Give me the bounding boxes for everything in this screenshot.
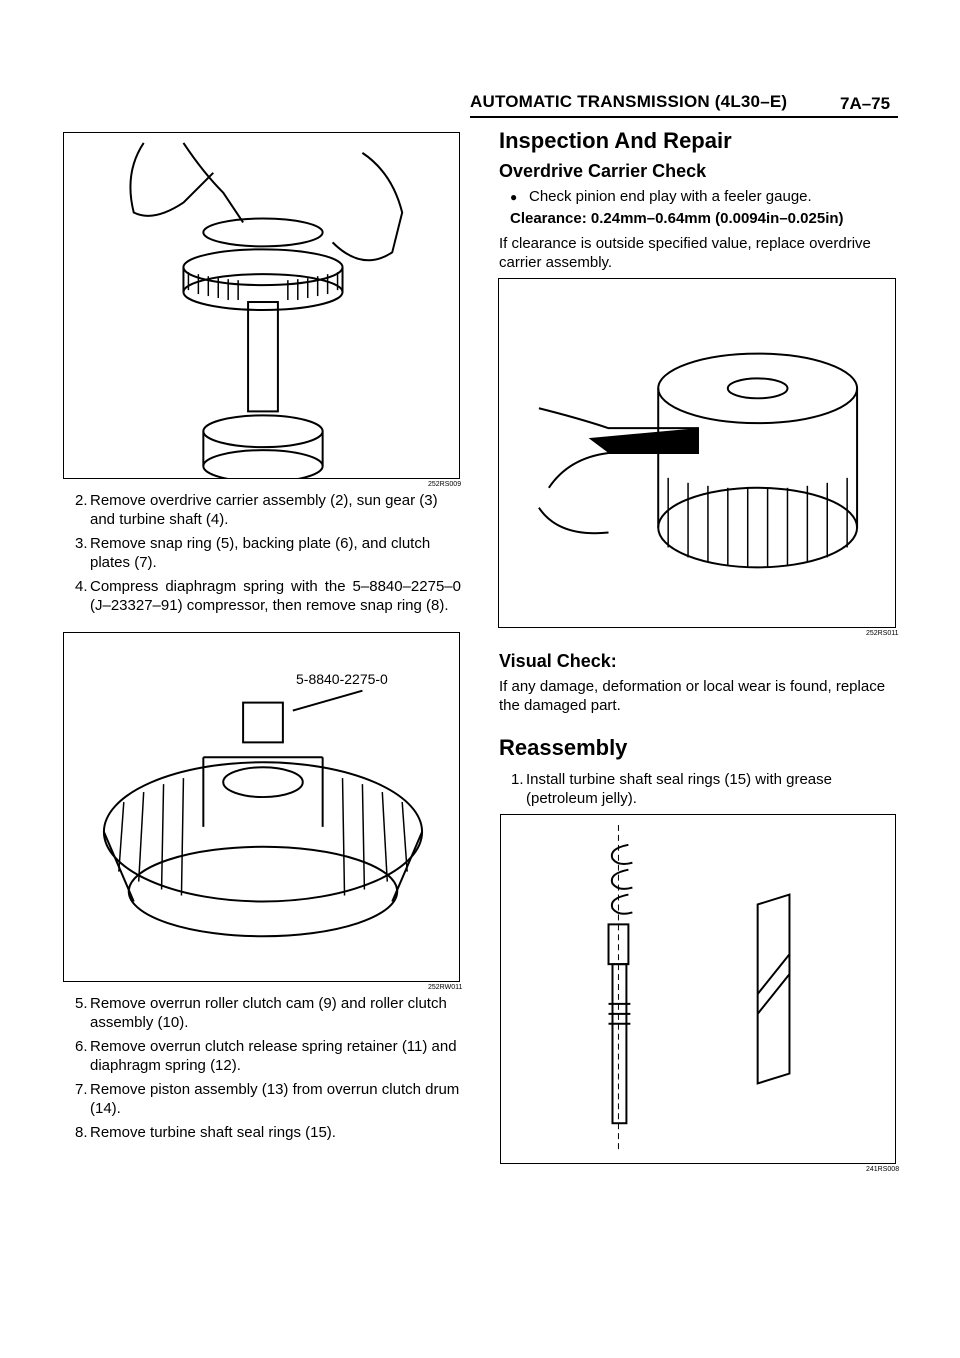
step-text: Compress diaphragm spring with the 5–8840–2275–0 (J–23327–91) compressor, then remove snap ring (8).	[90, 578, 461, 614]
section-heading-inspection: Inspection And Repair	[499, 128, 732, 153]
figure-code-1: 252RS009	[428, 481, 462, 488]
feeler-gauge-illustration	[499, 279, 895, 627]
step-7	[75, 1080, 461, 1120]
step-number: 1.	[511, 771, 524, 788]
step-text: Remove overrun roller clutch cam (9) and roller clutch assembly (10).	[90, 995, 447, 1031]
seal-rings-illustration	[501, 815, 895, 1163]
running-header-title: AUTOMATIC TRANSMISSION (4L30–E)	[470, 92, 788, 111]
visual-check-text: If any damage, deformation or local wear is found, replace the damaged part.	[499, 678, 886, 714]
figure-code-3: 252RS011	[866, 630, 899, 637]
step-number: 2.	[75, 492, 88, 509]
figure-feeler-gauge	[498, 278, 896, 628]
step-number: 5.	[75, 995, 88, 1012]
step-8	[75, 1123, 461, 1143]
carrier-removal-illustration	[64, 133, 459, 478]
subheading-overdrive-carrier-check: Overdrive Carrier Check	[499, 161, 707, 181]
step-text: Install turbine shaft seal rings (15) with grease (petroleum jelly).	[526, 771, 832, 807]
step-3	[75, 534, 461, 574]
figure-carrier-removal	[63, 132, 460, 479]
bullet-text: Check pinion end play with a feeler gauge.	[529, 188, 812, 205]
figure-code-4: 241RS008	[866, 1166, 900, 1173]
step-text: Remove overrun clutch release spring retainer (11) and diaphragm spring (12).	[90, 1038, 457, 1074]
compressor-illustration	[64, 633, 459, 981]
step-number: 4.	[75, 578, 88, 595]
figure-seal-rings	[500, 814, 896, 1164]
step-number: 7.	[75, 1081, 88, 1098]
step-2	[75, 491, 461, 531]
header-rule	[470, 116, 898, 118]
step-4	[75, 577, 461, 637]
figure-code-2: 252RW011	[428, 984, 463, 991]
step-number: 3.	[75, 535, 88, 552]
step-number: 6.	[75, 1038, 88, 1055]
clearance-spec: Clearance: 0.24mm–0.64mm (0.0094in–0.025in)	[510, 210, 844, 227]
section-heading-reassembly: Reassembly	[499, 735, 628, 760]
reassembly-step-1	[511, 770, 899, 810]
bullet-icon: ●	[510, 190, 518, 204]
page-number: 7A–75	[840, 94, 891, 113]
step-text: Remove piston assembly (13) from overrun clutch drum (14).	[90, 1081, 460, 1117]
figure-compressor	[63, 632, 460, 982]
step-text: Remove overdrive carrier assembly (2), sun gear (3) and turbine shaft (4).	[90, 492, 438, 528]
clearance-note: If clearance is outside specified value, replace overdrive carrier assembly.	[499, 235, 871, 271]
step-text: Remove turbine shaft seal rings (15).	[90, 1124, 336, 1141]
step-number: 8.	[75, 1124, 88, 1141]
subheading-visual-check: Visual Check:	[499, 651, 617, 671]
step-text: Remove snap ring (5), backing plate (6), and clutch plates (7).	[90, 535, 431, 571]
tool-label: 5-8840-2275-0	[296, 671, 388, 687]
step-6	[75, 1037, 461, 1077]
step-5	[75, 994, 461, 1034]
